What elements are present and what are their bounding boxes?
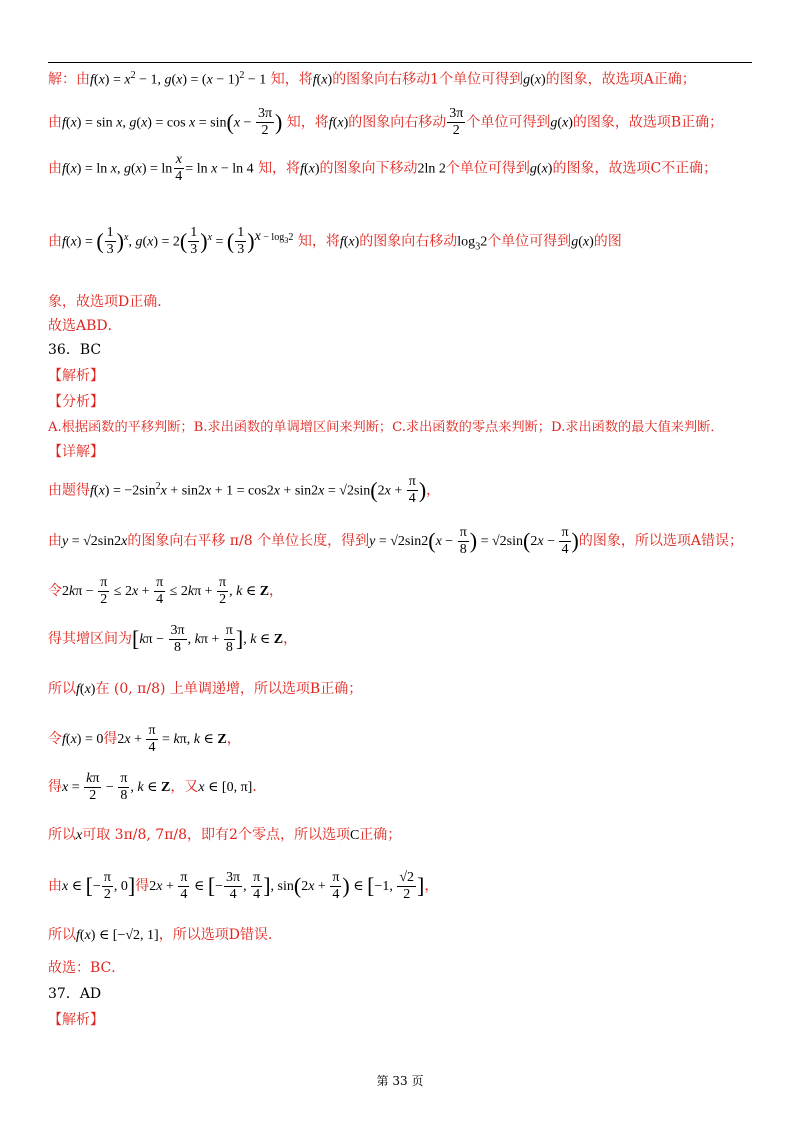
line-23: 37．AD	[48, 986, 102, 1002]
page-footer: 第 33 页	[376, 1074, 424, 1088]
line-7: 36．BC	[48, 342, 102, 358]
line-13: 由y = √2sin2x的图象向右平移 π/8 个单位长度，得到y = √2sin2(x − $\frac{\pi}{8}$ ) = √2sin(2x − $\frac{\pi}{4}$ )的图象，所以选项A错误；	[48, 524, 743, 557]
line-1: 解：由$f(x) = x^2 - 1$, $g(x) = (x - 1)^2 - 1$ 知，将f(x)的图象向右移动1个单位可得到g(x)的图象，故选项A正确；	[48, 70, 696, 88]
line-18: 得x = $\frac{k\pi}{2}$ − $\frac{\pi}{8}$ , k ∈ Z，又x ∈ [0, π]．	[48, 770, 267, 803]
line-17: 令f(x) = 0得2x + $\frac{\pi}{4}$ = kπ, k ∈ Z，	[48, 722, 241, 755]
line-12: 由题得$f(x) = -2\sin^2x + \sin 2x + 1 = \cos 2x + \sin 2x = √2\sin(2x$ + $\frac{\pi}{4}$ )，	[48, 474, 441, 507]
line-9: 【分析】	[48, 394, 104, 410]
line-5: 象，故选项D正确．	[48, 294, 172, 310]
line-22: 故选：BC．	[48, 960, 126, 976]
line-20: 由x ∈ [− $\frac{\pi}{2}$ , 0]得2x + $\frac{\pi}{4}$ ∈ [− $\frac{3\pi}{4}$ , $\frac{\pi}{4}$ ], sin(2x + $\frac{\pi}{4}$ ) ∈ [−1, $\frac{√2}{2}$ ]，	[48, 869, 439, 902]
header-rule	[48, 62, 752, 63]
line-6: 故选ABD．	[48, 318, 122, 334]
line-21: 所以f(x) ∈ [−√2, 1]，所以选项D错误．	[48, 927, 282, 943]
line-15: 得其增区间为[kπ − $\frac{3\pi}{8}$ , kπ + $\frac{\pi}{8}$ ], k ∈ Z，	[48, 622, 298, 655]
line-8: 【解析】	[48, 368, 104, 384]
line-4: 由f(x) = ( $\frac{1}{3}$ )$^x$, g(x) = 2( $\frac{1}{3}$ )$^x$ = ( $\frac{1}{3}$ )$^{x - log_32}$ 知，将f(x)的图象向右移动$\log_32$个单位可得到g(x)的图	[48, 225, 622, 258]
line-10: A.根据函数的平移判断；B.求出函数的单调增区间来判断；C.求出函数的零点来判断；D.求出函数的最大值来判断．	[48, 420, 724, 435]
line-16: 所以f(x)在 (0, π/8) 上单调递增，所以选项B正确；	[48, 681, 363, 697]
line-19: 所以x可取 3π/8, 7π/8，即有2个零点，所以选项C正确；	[48, 827, 402, 843]
line-11: 【详解】	[48, 444, 104, 460]
line-24: 【解析】	[48, 1012, 104, 1028]
line-2: 由f(x) = sin x, g(x) = cos x = sin(x − $\frac{3\pi}{2}$ ) 知，将f(x)的图象向右移动 $\frac{3\pi}{2}$ 个单位可得到g(x)的图象，故选项B正确；	[48, 106, 724, 138]
line-14: 令2kπ − $\frac{\pi}{2}$ ≤ 2x + $\frac{\pi}{4}$ ≤ 2kπ + $\frac{\pi}{2}$ , k ∈ Z，	[48, 574, 284, 607]
line-3: 由f(x) = ln x, g(x) = ln $\frac{x}{4}$ = ln x − ln 4 知，将f(x)的图象向下移动2ln 2个单位可得到g(x)的图象，故选项C不正确；	[48, 152, 718, 184]
